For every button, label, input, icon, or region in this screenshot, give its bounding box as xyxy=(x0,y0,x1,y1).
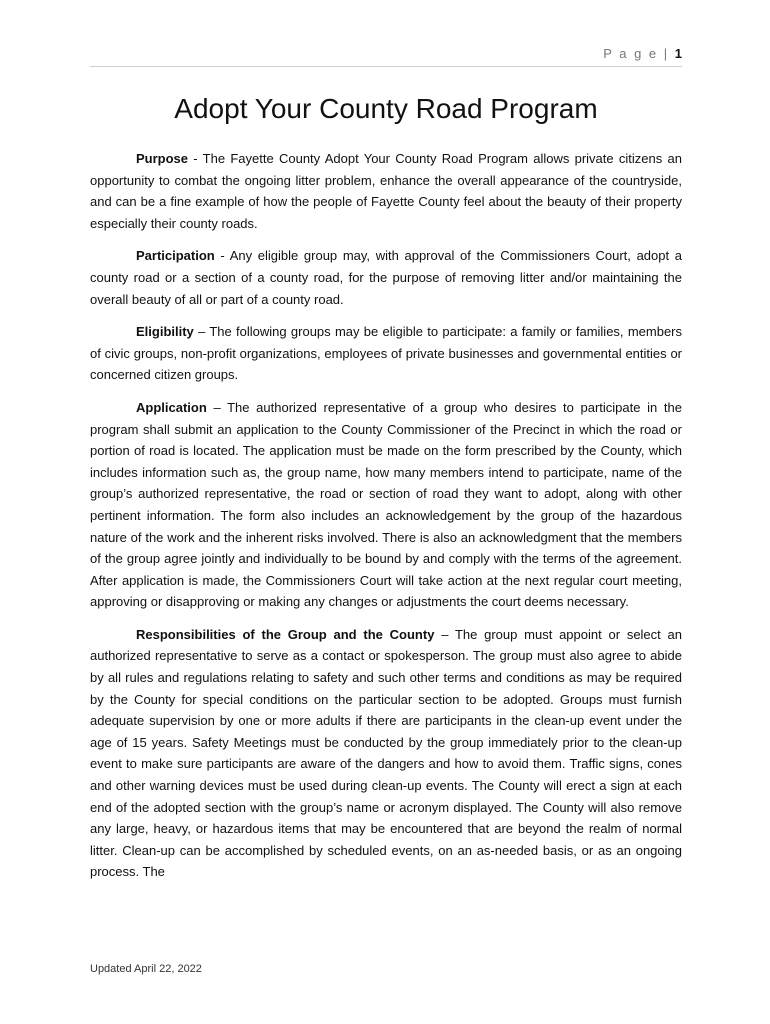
paragraph-eligibility xyxy=(90,321,682,386)
paragraph-heading: Responsibilities of the Group and the County xyxy=(136,626,435,642)
footer-updated-date: Updated April 22, 2022 xyxy=(90,963,202,975)
paragraph-heading: Application xyxy=(136,399,207,415)
paragraph-heading: Participation xyxy=(136,248,215,264)
paragraph-responsibilities xyxy=(90,624,682,883)
paragraph-purpose xyxy=(90,148,682,234)
paragraph-heading: Eligibility xyxy=(136,324,194,340)
paragraph-participation xyxy=(90,245,682,310)
paragraph-application xyxy=(90,397,682,613)
paragraph-text: – The group must appoint or select an authorized representative to serve as a contact or spokesperson. The group must also agree to abide by all rules and regulations relating to safety and such other terms and conditions as may be required by the County for special conditions on the particular section to be adopted. Groups must furnish adequate supervision by one or more adults if there are participants in the clean-up event under the age of 15 years. Safety Meetings must be conducted by the group immediately prior to the clean-up event to make sure participants are aware of the dangers and how to avoid them. Traffic signs, cones and other warning devices must be used during clean-up events. The County will erect a sign at each end of the adopted section with the group’s name or acronym displayed. The County will also remove any large, heavy, or hazardous items that may be encountered that are beyond the realm of normal litter. Clean-up can be accomplished by scheduled events, on an as-needed basis, or as an ongoing process. The xyxy=(90,626,683,880)
paragraph-heading: Purpose xyxy=(136,151,189,166)
document-title: Adopt Your County Road Program xyxy=(174,93,598,124)
document-body xyxy=(90,148,682,894)
page-number: 1 xyxy=(674,46,682,61)
paragraph-text: – The following groups may be eligible to participate: a family or families, members of civic groups, non-profit organizations, employees of private businesses and governmental entities or concerned citizen groups. xyxy=(90,324,682,383)
paragraph-text: – The authorized representative of a group who desires to participate in the program shall submit an application to the County Commissioner of the Precinct in which the road or portion of road is located. The application must be made on the form prescribed by the County, which includes information such as, the group name, how many members intend to participate, name of the group’s authorized representative, the road or section of road they want to adopt, along with other pertinent information. The form also includes an acknowledgement by the group of the hazardous nature of the work and the inherent risks involved. There is also an acknowledgment that the members of the group agree jointly and individually to be bound by and comply with the terms of the agreement. After application is made, the Commissioners Court will take action at the next regular court meeting, approving or disapproving or making any changes or adjustments the court deems necessary. xyxy=(90,399,682,610)
page-header xyxy=(90,46,682,67)
paragraph-text: - Any eligible group may, with approval of the Commissioners Court, adopt a county road or a section of a county road, for the purpose of removing litter and/or maintaining the overall beauty of all or part of a county road. xyxy=(90,248,682,307)
paragraph-text: - The Fayette County Adopt Your County Road Program allows private citizens an opportunity to combat the ongoing litter problem, enhance the overall appearance of the countryside, and can be a fine example of how the people of Fayette County feel about the beauty of their property especially their county roads. xyxy=(90,151,682,231)
page-label: P a g e | xyxy=(603,46,670,61)
